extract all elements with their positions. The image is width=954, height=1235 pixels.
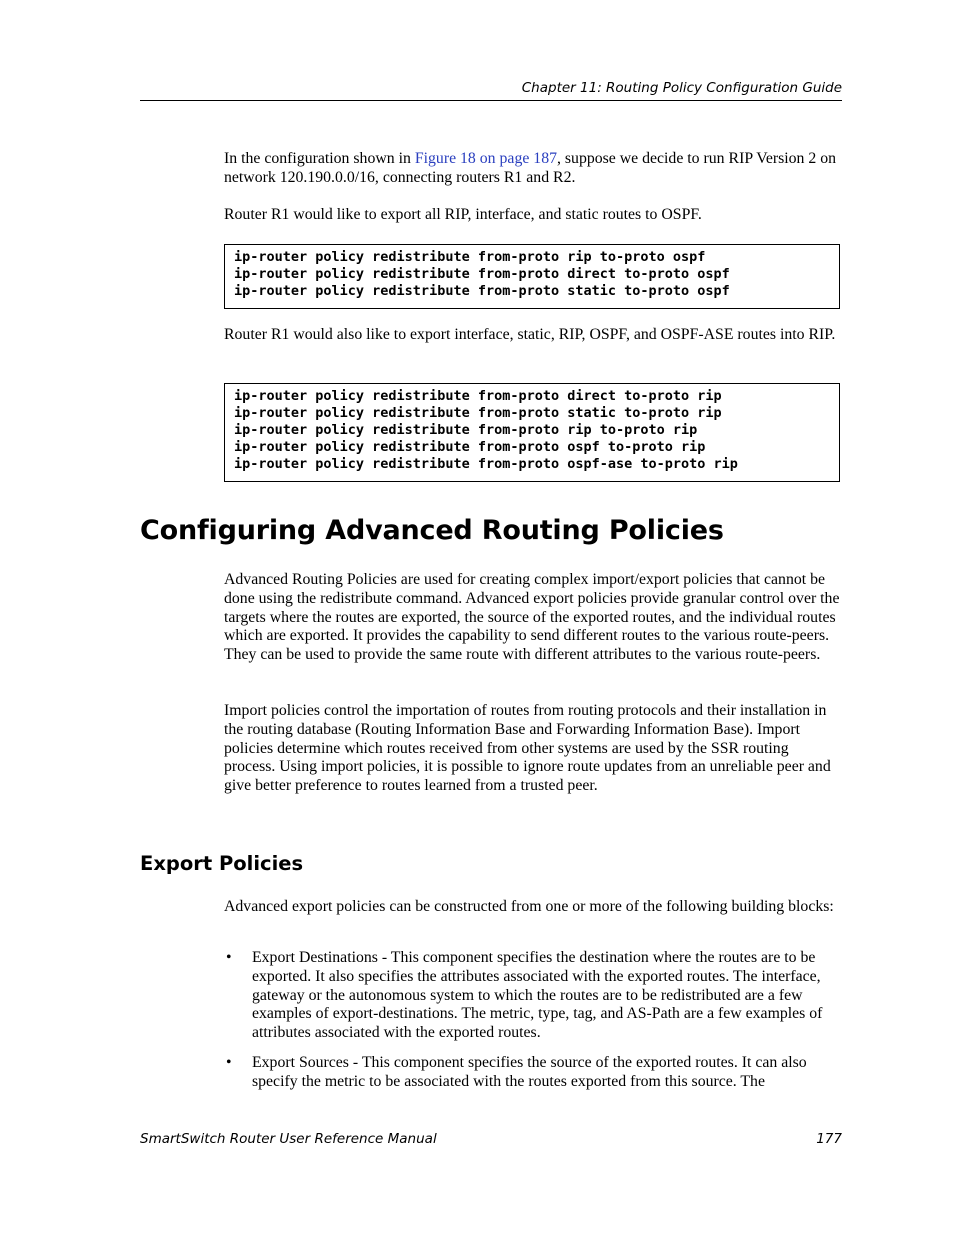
code-line: ip-router policy redistribute from-proto static to-proto rip	[234, 405, 722, 421]
section-paragraph-1: Advanced Routing Policies are used for creating complex import/export policies that cannot be done using the redistribute command. Advanced export policies provide granular control over the targets where the routes are exported, the source of the exported routes, and the individual routes which are exported. It provides the capability to send different routes to the various route-peers. They can be used to provide the same route with different attributes to the various route-peers.	[224, 571, 840, 664]
bullet-icon: •	[226, 949, 232, 966]
code-block-ospf	[224, 244, 840, 309]
code-line: ip-router policy redistribute from-proto rip to-proto ospf	[234, 249, 706, 265]
intro-paragraph-2: Router R1 would like to export all RIP, interface, and static routes to OSPF.	[224, 206, 702, 223]
code-line: ip-router policy redistribute from-proto ospf-ase to-proto rip	[234, 456, 738, 472]
figure-link[interactable]: Figure 18 on page 187	[414, 150, 557, 167]
page-header	[140, 78, 842, 101]
intro-text-continued: , suppose we decide to run RIP Version 2 on network 120.190.0.0/16, connecting routers R1 and R2.	[224, 150, 837, 186]
list-item-text: Export Sources - This component specifies the source of the exported routes. It can also specify the metric to be associated with the routes exported from this source. The	[252, 1054, 807, 1090]
bullet-icon: •	[226, 1054, 232, 1071]
code-line: ip-router policy redistribute from-proto static to-proto ospf	[234, 283, 730, 299]
footer-page-number: 177	[816, 1131, 842, 1147]
section-heading: Configuring Advanced Routing Policies	[140, 515, 724, 546]
intro-paragraph-3: Router R1 would also like to export interface, static, RIP, OSPF, and OSPF-ASE routes into RIP.	[224, 326, 836, 343]
chapter-title: Chapter 11: Routing Policy Configuration Guide	[521, 80, 842, 96]
subsection-heading: Export Policies	[140, 852, 304, 875]
code-block-rip	[224, 383, 840, 482]
list-item-text: Export Destinations - This component specifies the destination where the routes are to be exported. It also specifies the attributes associated with the exported routes. The interface, gateway or the autonomous system to which the routes are to be redistributed are a few examples of export-destinations. The metric, type, tag, and AS-Path are a few examples of attributes associated with the exported routes.	[252, 949, 823, 1042]
code-line: ip-router policy redistribute from-proto rip to-proto rip	[234, 422, 698, 438]
section-paragraph-2: Import policies control the importation of routes from routing protocols and their installation in the routing database (Routing Information Base and Forwarding Information Base). Import policies determine which routes received from other systems are used by the SSR routing process. Using import policies, it is possible to ignore route updates from an unreliable peer and give better preference to routes learned from a trusted peer.	[224, 702, 831, 795]
code-line: ip-router policy redistribute from-proto ospf to-proto rip	[234, 439, 706, 455]
list-item	[224, 949, 842, 1045]
code-line: ip-router policy redistribute from-proto direct to-proto ospf	[234, 266, 730, 282]
intro-paragraph-1	[224, 150, 842, 188]
list-item	[224, 1054, 842, 1094]
subsection-paragraph-1: Advanced export policies can be constructed from one or more of the following building blocks:	[224, 898, 834, 915]
intro-text: In the configuration shown in	[224, 150, 415, 167]
code-line: ip-router policy redistribute from-proto direct to-proto rip	[234, 388, 722, 404]
footer-manual-title: SmartSwitch Router User Reference Manual	[140, 1131, 437, 1147]
